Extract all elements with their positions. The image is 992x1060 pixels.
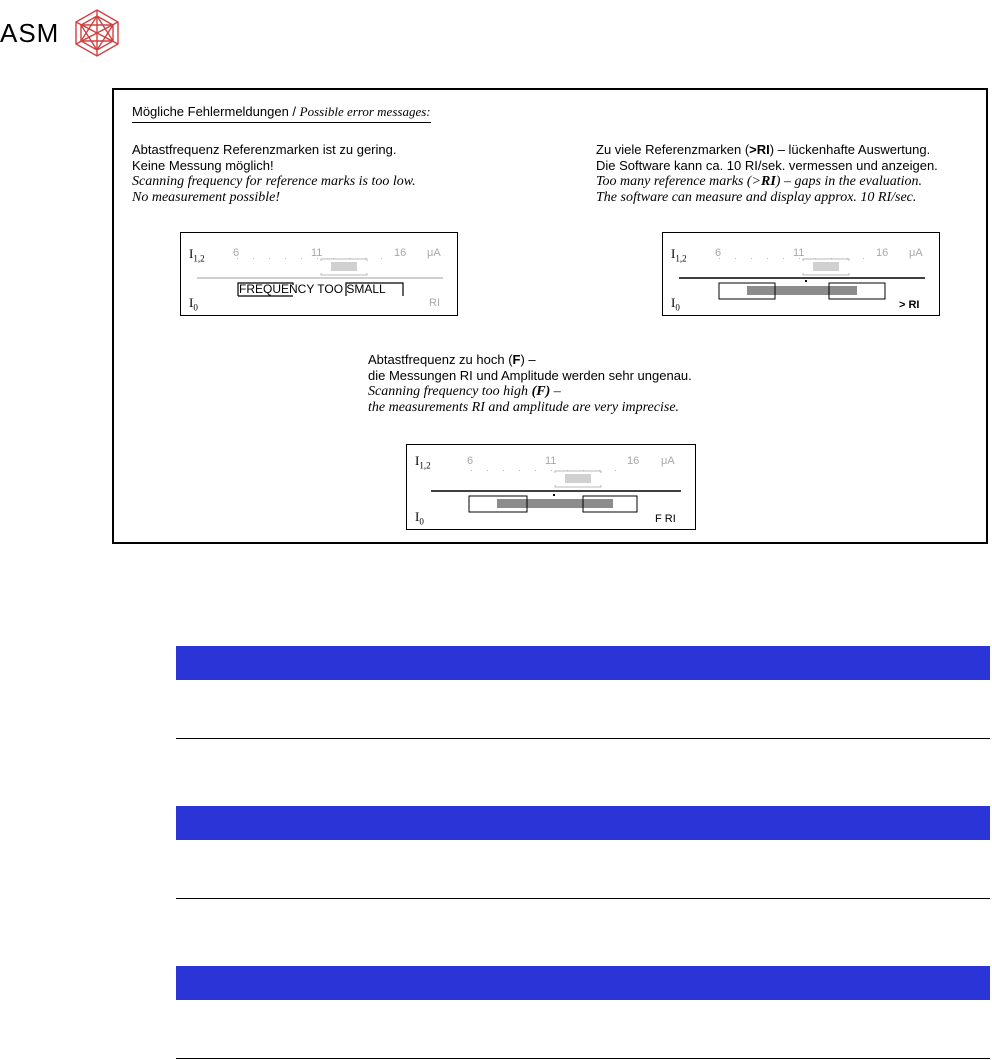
display-panel-frequency-too-high: [406, 444, 696, 530]
panel1-unit: μA: [427, 247, 441, 259]
block1-de-line1: Abtastfrequenz Referenzmarken ist zu gering.: [132, 142, 397, 157]
panel1-i0-label: $I_0$: [189, 295, 198, 313]
display-panel-frequency-too-small: [180, 232, 458, 316]
section-3-header-bar: [176, 966, 990, 1000]
panel3-tick-11: 11: [545, 455, 557, 467]
panel2-ri-label: > RI: [899, 299, 920, 311]
section-1-header-bar: [176, 646, 990, 680]
block3-en-line1: Scanning frequency too high (F) –: [368, 384, 561, 399]
panel1-ri-label: RI: [429, 297, 440, 309]
block1-de-line2: Keine Messung möglich!: [132, 158, 274, 173]
panel3-unit: μA: [661, 455, 675, 467]
panel2-tick-11: 11: [793, 247, 805, 259]
section-2-body: [176, 840, 990, 899]
block1-en-line1: Scanning frequency for reference marks is too low.: [132, 174, 416, 189]
panel3-tick-6: 6: [467, 455, 474, 467]
asm-crystal-icon: [71, 8, 123, 58]
block3-de-line2: die Messungen RI und Amplitude werden sehr ungenau.: [368, 368, 692, 383]
error-text-high-frequency: [368, 352, 692, 416]
section-1-body: [176, 680, 990, 739]
panel2-tick-16: 16: [876, 247, 889, 259]
panel3-i12-label: $I_{1,2}$: [415, 453, 431, 471]
heading-de: Mögliche Fehlermeldungen /: [132, 104, 300, 119]
section-2-header-bar: [176, 806, 990, 840]
section-3: [176, 966, 990, 1059]
block1-en-line2: No measurement possible!: [132, 190, 281, 205]
block2-en-line1: Too many reference marks (>RI) – gaps in the evaluation.: [596, 174, 922, 189]
panel2-i12-label: $I_{1,2}$: [671, 246, 687, 264]
panel3-tick-16: 16: [627, 455, 640, 467]
figure-heading: [132, 104, 431, 123]
error-text-low-frequency: [132, 142, 416, 206]
block3-de-line1: Abtastfrequenz zu hoch (F) –: [368, 352, 536, 367]
error-text-too-many-marks: [596, 142, 938, 206]
panel3-ri-label: F RI: [655, 513, 676, 525]
panel1-status-frequency-too-small: FREQUENCY TOO SMALL: [239, 282, 386, 296]
panel2-tick-6: 6: [715, 247, 722, 259]
block3-en-line2: the measurements RI and amplitude are very imprecise.: [368, 400, 680, 415]
panel2-graphics: [663, 233, 939, 315]
block2-en-line2: The software can measure and display approx. 10 RI/sec.: [596, 190, 917, 205]
panel2-unit: μA: [909, 247, 923, 259]
panel1-tick-11: 11: [311, 247, 323, 259]
section-3-body: [176, 1000, 990, 1059]
section-1: [176, 646, 990, 739]
panel1-tick-16: 16: [394, 247, 407, 259]
panel1-graphics: [181, 233, 457, 315]
section-2: [176, 806, 990, 899]
asm-logo: [0, 8, 123, 58]
block2-de-line2: Die Software kann ca. 10 RI/sek. vermessen und anzeigen.: [596, 158, 938, 173]
error-messages-figure: [112, 88, 988, 544]
block2-de-line1: Zu viele Referenzmarken (>RI) – lückenhafte Auswertung.: [596, 142, 931, 157]
panel1-i12-label: $I_{1,2}$: [189, 246, 205, 264]
display-panel-too-many-marks: [662, 232, 940, 316]
panel2-i0-label: $I_0$: [671, 295, 680, 313]
panel1-tick-6: 6: [233, 247, 240, 259]
panel3-i0-label: $I_0$: [415, 509, 424, 527]
logo-text: ASM: [0, 17, 60, 48]
heading-en: Possible error messages:: [299, 104, 431, 119]
